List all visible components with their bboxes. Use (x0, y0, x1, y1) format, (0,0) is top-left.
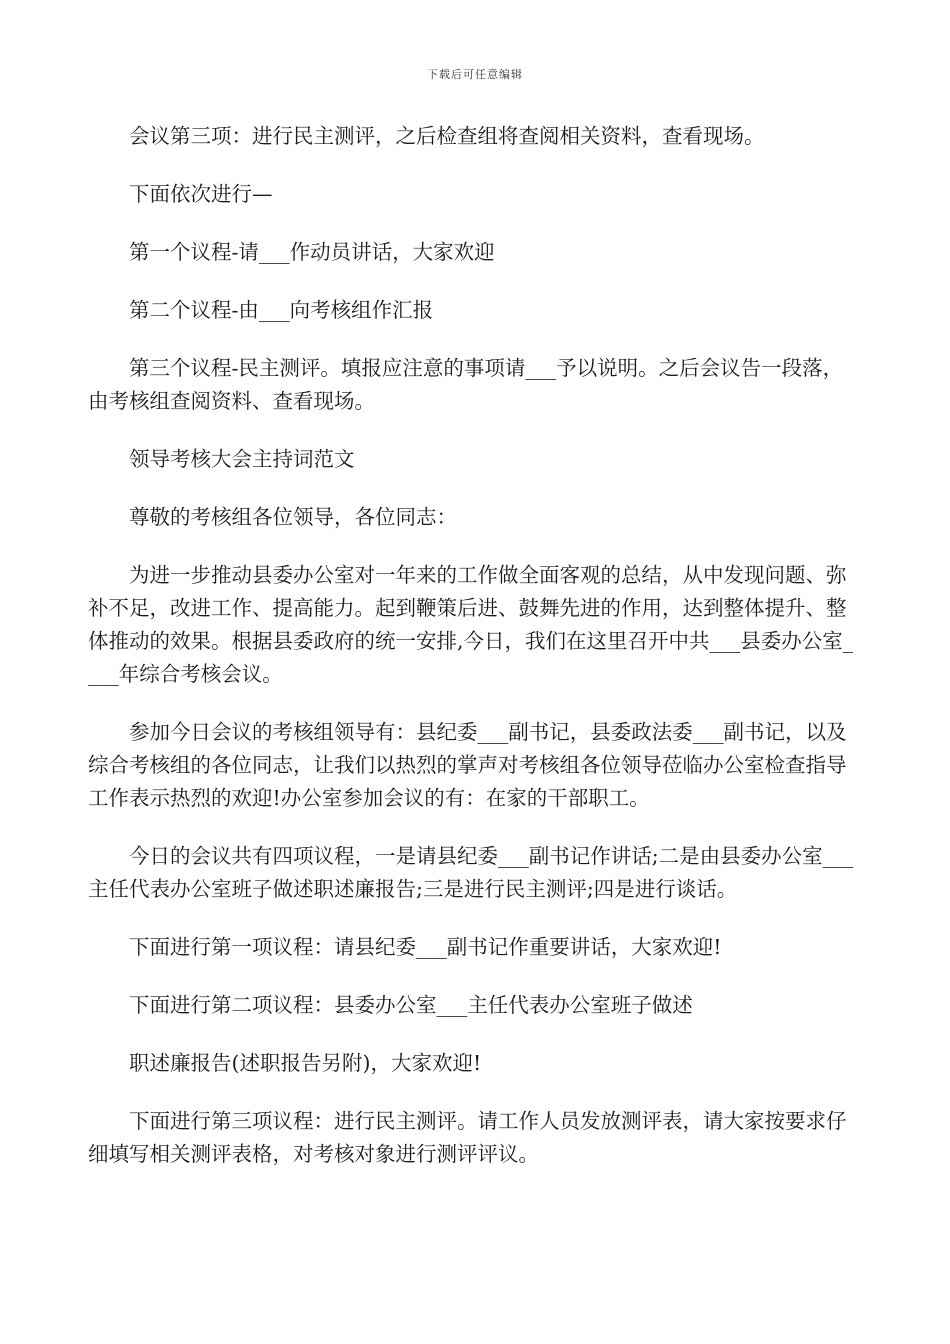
paragraph-12: 下面进行第二项议程：县委办公室___主任代表办公室班子做述 (129, 993, 693, 1017)
paragraph-14: 下面进行第三项议程：进行民主测评。请工作人员发放测评表，请大家按要求仔细填写相关测评表格，对考核对象进行测评评议。 (88, 1109, 847, 1166)
paragraph-2: 下面依次进行— (129, 182, 273, 206)
paragraph-11: 下面进行第一项议程：请县纪委___副书记作重要讲话，大家欢迎! (129, 935, 722, 959)
paragraph-1: 会议第三项：进行民主测评，之后检查组将查阅相关资料，查看现场。 (129, 124, 765, 148)
paragraph-5: 第三个议程-民主测评。填报应注意的事项请___予以说明。之后会议告一段落，由考核组查阅资料、查看现场。 (88, 356, 844, 413)
salutation: 尊敬的考核组各位领导，各位同志： (129, 505, 457, 529)
paragraph-10: 今日的会议共有四项议程，一是请县纪委___副书记作讲话;二是由县委办公室___主任代表办公室班子做述职述廉报告;三是进行民主测评;四是进行谈话。 (88, 844, 854, 901)
paragraph-8: 为进一步推动县委办公室对一年来的工作做全面客观的总结，从中发现问题、弥补不足，改进工作、提高能力。起到鞭策后进、鼓舞先进的作用，达到整体提升、整体推动的效果。根据县委政府的统一安排,今日，我们在这里召开中共___县委办公室____年综合考核会议。 (88, 563, 854, 686)
paragraph-13: 职述廉报告(述职报告另附)，大家欢迎! (129, 1051, 482, 1075)
page-header-note: 下载后可任意编辑 (427, 68, 523, 81)
paragraph-3: 第一个议程-请___作动员讲话，大家欢迎 (129, 240, 495, 264)
section-title: 领导考核大会主持词范文 (129, 447, 355, 471)
document-body (88, 120, 863, 1196)
paragraph-9: 参加今日会议的考核组领导有：县纪委___副书记，县委政法委___副书记，以及综合考核组的各位同志，让我们以热烈的掌声对考核组各位领导莅临办公室检查指导工作表示热烈的欢迎!办公室参加会议的有：在家的干部职工。 (88, 720, 847, 810)
paragraph-4: 第二个议程-由___向考核组作汇报 (129, 298, 434, 322)
